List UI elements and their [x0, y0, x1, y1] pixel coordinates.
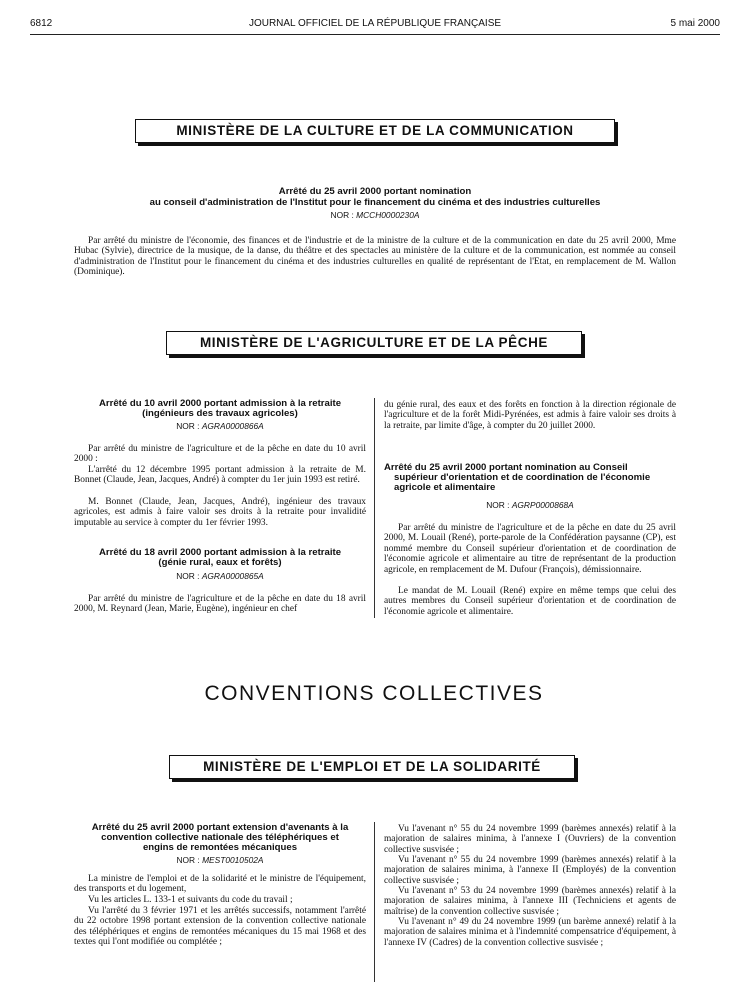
agri-decree3-title-3: agricole et alimentaire — [394, 482, 496, 493]
agri-decree3-nor — [384, 500, 676, 511]
running-header — [30, 18, 720, 32]
ministry-employment-box — [169, 755, 575, 779]
agri-decree1-p2: L'arrêté du 12 décembre 1995 portant admission à la retraite de M. Bonnet (Claude, Jean, Jacques, André) à compter du 1er juin 1993 est retiré. — [74, 465, 366, 486]
column-divider — [374, 398, 375, 618]
emp-decree-title-2: convention collective nationale des téléphériques et — [101, 832, 339, 843]
emp-decree-r4: Vu l'avenant n° 49 du 24 novembre 1999 (un barème annexé) relatif à la majoration de salaires minima et à l'indemnité compensatrice d'équipement, à l'annexe IV (Cadres) de la convention collective susvisée ; — [384, 917, 676, 948]
emp-decree-p3: Vu l'arrêté du 3 février 1971 et les arrêtés successifs, notamment l'arrêté du 22 octobre 1998 portant extension de la convention collective nationale des téléphériques et engins de remontées mécaniques du 15 mai 1968 et des textes qui l'ont modifiée ou complétée ; — [74, 906, 366, 948]
emp-decree-r3: Vu l'avenant n° 53 du 24 novembre 1999 (barèmes annexés) relatif à la majoration de salaires minima, à l'annexe III (Techniciens et agents de maîtrise) de la convention collective susvisée ; — [384, 886, 676, 917]
conventions-collectives-heading: CONVENTIONS COLLECTIVES — [204, 682, 544, 705]
nor-code: MEST0010502A — [202, 855, 264, 865]
emp-decree-title-3: engins de remontées mécaniques — [142, 842, 298, 853]
nor-code: AGRP0000868A — [511, 500, 574, 510]
agri-decree1-title-1: Arrêté du 10 avril 2000 portant admission à la retraite — [98, 398, 342, 409]
emp-decree-nor — [74, 855, 366, 866]
agri-decree3-title-2: supérieur d'orientation et de coordination de l'économie — [394, 472, 651, 483]
agri-decree2-p1-cont: du génie rural, des eaux et des forêts en fonction à la direction régionale de l'agriculture et de la forêt Midi-Pyrénées, est admis à faire valoir ses droits à la retraite, par limite d'âge, à compter du 20 juillet 2000. — [384, 400, 676, 431]
nor-code: MCCH0000230A — [356, 210, 420, 220]
nor-code: AGRA0000866A — [201, 421, 264, 431]
ministry-culture-title: MINISTÈRE DE LA CULTURE ET DE LA COMMUNICATION — [176, 123, 574, 138]
emp-decree-title-1: Arrêté du 25 avril 2000 portant extension d'avenants à la — [91, 822, 349, 833]
issue-date: 5 mai 2000 — [670, 18, 720, 29]
agri-decree2-p1: Par arrêté du ministre de l'agriculture et de la pêche en date du 18 avril 2000, M. Reynard (Jean, Marie, Eugène), ingénieur en chef — [74, 594, 366, 615]
nor-label: NOR : — [486, 500, 510, 510]
nor-label: NOR : — [176, 571, 200, 581]
agri-decree1-title-2: (ingénieurs des travaux agricoles) — [142, 408, 298, 419]
culture-decree-title-2: au conseil d'administration de l'Institut pour le financement du cinéma et des industries culturelles — [149, 197, 601, 208]
journal-title: JOURNAL OFFICIEL DE LA RÉPUBLIQUE FRANÇAISE — [248, 18, 502, 29]
emp-decree-p2: Vu les articles L. 133-1 et suivants du code du travail ; — [88, 895, 293, 905]
agri-decree1-p3: M. Bonnet (Claude, Jean, Jacques, André), ingénieur des travaux agricoles, est admis à faire valoir ses droits à la retraite pour invalidité imputable au service à compter du 1er février 1993. — [74, 497, 366, 528]
agri-decree3-p1: Par arrêté du ministre de l'agriculture et de la pêche en date du 25 avril 2000, M. Louail (René), porte-parole de la Confédération paysanne (CP), est nommé membre du Conseil supérieur d'orientation et de coordination de l'économie agricole et alimentaire au titre de représentant de la production agricole, en remplacement de M. Dufour (François), démissionnaire. — [384, 523, 676, 575]
agri-decree3-title-1: Arrêté du 25 avril 2000 portant nomination au Conseil — [384, 462, 628, 473]
nor-label: NOR : — [176, 855, 200, 865]
ministry-culture-box — [135, 119, 615, 143]
ministry-agriculture-title: MINISTÈRE DE L'AGRICULTURE ET DE LA PÊCHE — [199, 335, 549, 350]
ministry-employment-title: MINISTÈRE DE L'EMPLOI ET DE LA SOLIDARITÉ — [203, 759, 541, 774]
emp-decree-r2: Vu l'avenant n° 55 du 24 novembre 1999 (barèmes annexés) relatif à la majoration de salaires minima, à l'annexe II (Employés) de la convention collective susvisée ; — [384, 855, 676, 886]
page-number: 6812 — [30, 18, 53, 29]
agri-decree1-nor — [74, 421, 366, 432]
header-rule — [30, 34, 720, 35]
column-divider — [374, 822, 375, 982]
ministry-agriculture-box — [166, 331, 582, 355]
agri-decree1-p1: Par arrêté du ministre de l'agriculture et de la pêche en date du 10 avril 2000 : — [74, 444, 366, 465]
nor-label: NOR : — [176, 421, 200, 431]
agri-decree3-p2: Le mandat de M. Louail (René) expire en même temps que celui des autres membres du Conseil supérieur d'orientation et de coordination de l'économie agricole et alimentaire. — [384, 586, 676, 617]
culture-decree-body: Par arrêté du ministre de l'économie, des finances et de l'industrie et de la ministre de la culture et de la communication en date du 25 avril 2000, Mme Hubac (Sylvie), directrice de la musique, de la danse, du théâtre et des spectacles au ministère de la culture et de la communication, est nommée au conseil d'administration de l'Institut pour le financement du cinéma et des industries culturelles en qualité de représentant de l'Etat, en remplacement de M. Wallon (Dominique). — [74, 236, 676, 278]
agri-decree2-nor — [74, 571, 366, 582]
nor-code: AGRA0000865A — [201, 571, 264, 581]
emp-decree-r1: Vu l'avenant n° 55 du 24 novembre 1999 (barèmes annexés) relatif à la majoration de salaires minima, à l'annexe I (Ouvriers) de la convention collective susvisée ; — [384, 824, 676, 855]
culture-nor — [30, 210, 720, 221]
nor-label: NOR : — [330, 210, 354, 220]
culture-decree-title-1: Arrêté du 25 avril 2000 portant nomination — [278, 186, 472, 197]
emp-decree-p1: La ministre de l'emploi et de la solidarité et le ministre de l'équipement, des transports et du logement, — [74, 874, 366, 895]
agri-decree2-title-2: (génie rural, eaux et forêts) — [158, 557, 282, 568]
agri-decree2-title-1: Arrêté du 18 avril 2000 portant admission à la retraite — [98, 547, 342, 558]
